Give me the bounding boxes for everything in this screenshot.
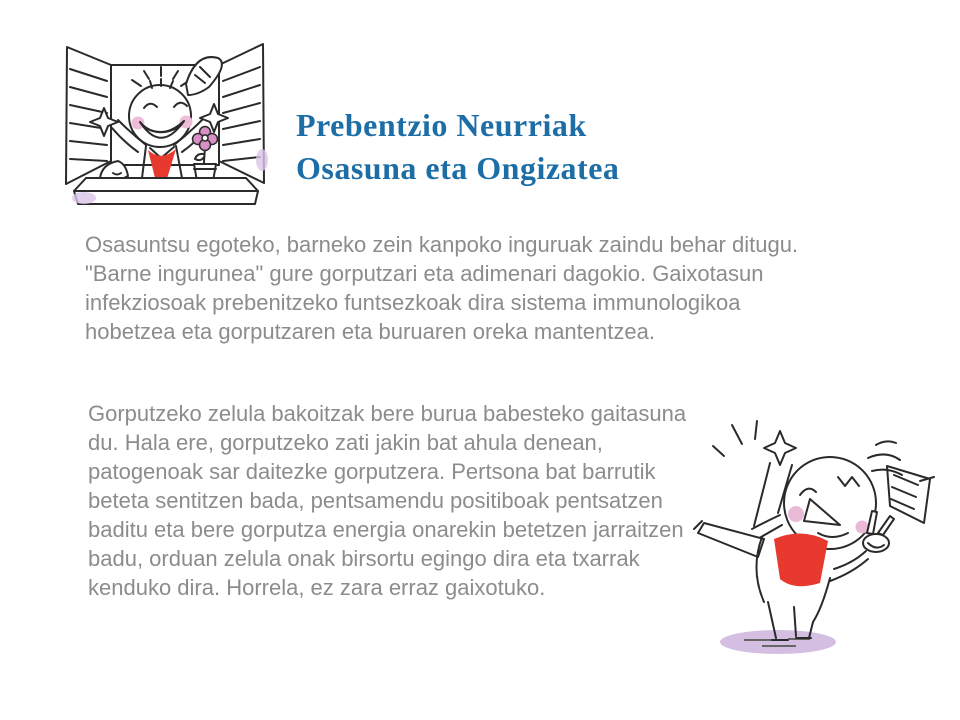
paragraph-cell-defense: Gorputzeko zelula bakoitzak bere burua babesteko gaitasuna du. Hala ere, gorputzeko zati jakin bat ahula denean, patogenoak sar daitezke gorputzera. Pertsona bat barrutik beteta sentitzen bada, pentsamendu positiboak pentsatzen baditu eta bere gorputza energia onarekin betetzen jarraitzen badu, orduan zelula onak birsortu egingo dira eta txarrak kenduko dira. Horrela, ez zara erraz gaixotuko. [88, 401, 687, 600]
window-illustration [58, 42, 272, 210]
window-illustration-drawing [58, 42, 272, 210]
slide-title-line-1: Prebentzio Neurriak [296, 107, 587, 143]
cheering-character-drawing [672, 410, 940, 658]
cheering-character-illustration [672, 410, 940, 658]
paragraph-inner-environment: Osasuntsu egoteko, barneko zein kanpoko inguruak zaindu behar ditugu. "Barne ingurunea" gure gorputzari eta adimenari dagokio. Gaixotasun infekziosoak prebenitzeko funtsezkoak dira sistema immunologikoa hobetzea eta gorputzaren eta buruaren oreka mantentzea. [85, 232, 799, 344]
slide-title-line-2: Osasuna eta Ongizatea [296, 150, 620, 186]
slide-title [296, 104, 619, 190]
